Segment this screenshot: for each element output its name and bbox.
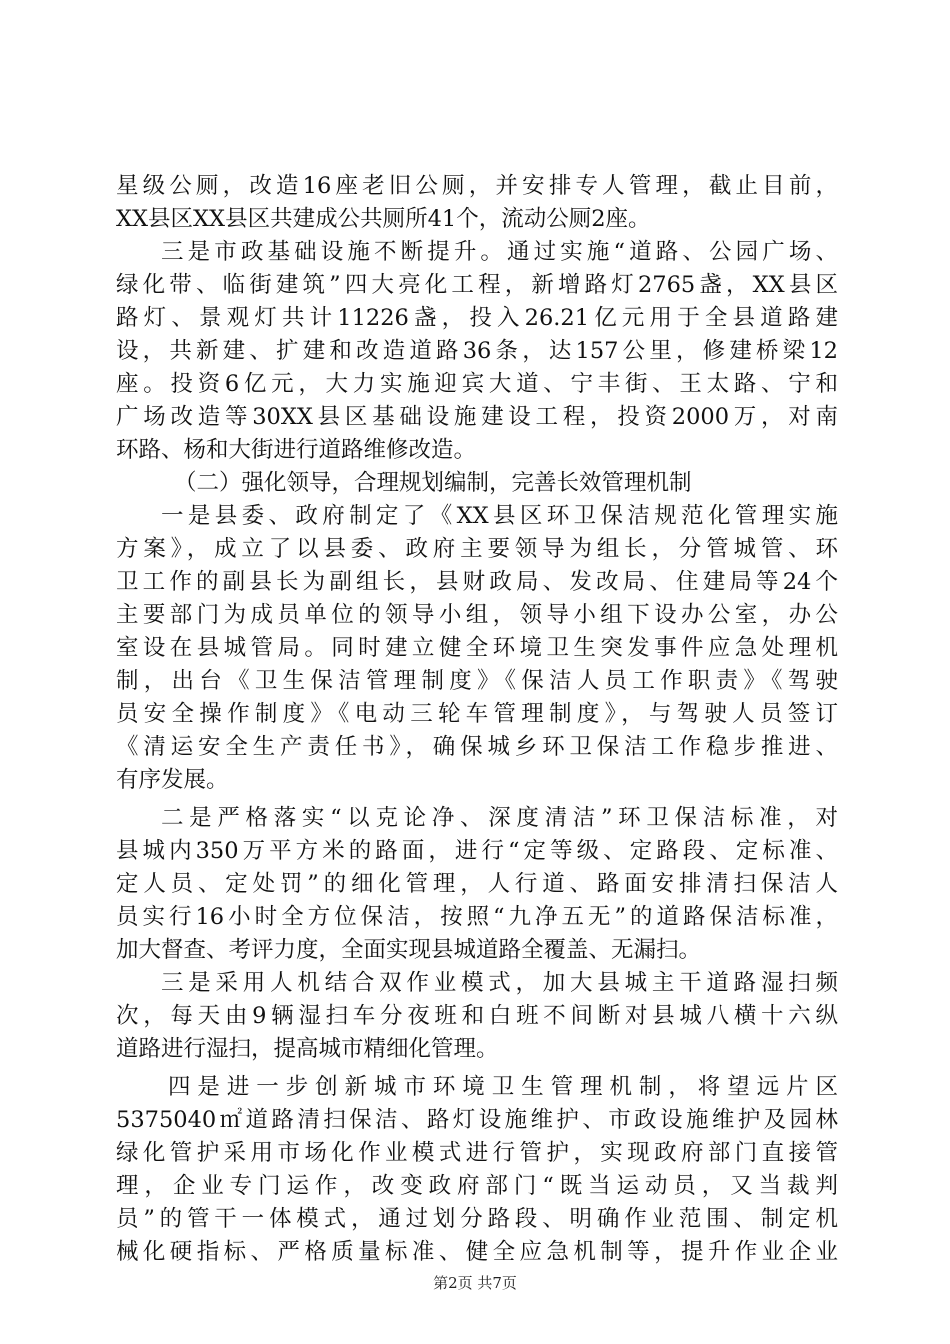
section-heading: （二）强化领导，合理规划编制，完善长效管理机制 (174, 470, 692, 496)
paragraph-line: 道路进行湿扫，提高城市精细化管理。 (116, 1036, 499, 1062)
paragraph-line: 室设在县城管局。同时建立健全环境卫生突发事件应急处理机 (116, 635, 838, 661)
document-body (116, 170, 838, 1269)
paragraph-line: 绿化管护采用市场化作业模式进行管护，实现政府部门直接管 (116, 1140, 838, 1166)
paragraph-line: XX县区XX县区共建成公共厕所41个，流动公厕2座。 (116, 206, 651, 232)
paragraph-line: 绿化带、临街建筑”四大亮化工程，新增路灯2765盏，XX县区 (116, 272, 838, 298)
paragraph-line: 方案》，成立了以县委、政府主要领导为组长，分管城管、环 (116, 536, 838, 562)
paragraph-line: 定人员、定处罚”的细化管理，人行道、路面安排清扫保洁人 (116, 871, 838, 897)
paragraph-line: 路灯、景观灯共计11226盏，投入26.21亿元用于全县道路建 (116, 305, 838, 331)
paragraph-line: 《清运安全生产责任书》，确保城乡环卫保洁工作稳步推进、 (116, 734, 838, 760)
paragraph-line: 加大督查、考评力度，全面实现县城道路全覆盖、无漏扫。 (116, 937, 702, 963)
paragraph-line: 主要部门为成员单位的领导小组，领导小组下设办公室，办公 (116, 602, 838, 628)
paragraph-line: 理，企业专门运作，改变政府部门“既当运动员，又当裁判 (116, 1173, 838, 1199)
paragraph-line: 员”的管干一体模式，通过划分路段、明确作业范围、制定机 (116, 1206, 838, 1232)
paragraph-line: 广场改造等30XX县区基础设施建设工程，投资2000万，对南 (116, 404, 838, 430)
paragraph-line: 三是市政基础设施不断提升。通过实施“道路、公园广场、 (161, 239, 838, 265)
paragraph-line: 设，共新建、扩建和改造道路36条，达157公里，修建桥梁12 (116, 338, 838, 364)
paragraph-line: 三是采用人机结合双作业模式，加大县城主干道路湿扫频 (161, 970, 838, 996)
paragraph-line: 5375040㎡道路清扫保洁、路灯设施维护、市政设施维护及园林 (116, 1107, 838, 1133)
paragraph-line: 械化硬指标、严格质量标准、健全应急机制等，提升作业企业 (116, 1239, 838, 1265)
paragraph-line: 四是进一步创新城市环境卫生管理机制，将望远片区 (168, 1074, 838, 1100)
paragraph-line: 员实行16小时全方位保洁，按照“九净五无”的道路保洁标准， (116, 904, 838, 930)
paragraph-line: 次，每天由9辆湿扫车分夜班和白班不间断对县城八横十六纵 (116, 1003, 838, 1029)
paragraph-line: 星级公厕，改造16座老旧公厕，并安排专人管理，截止目前， (116, 173, 838, 199)
page-number-footer: 第2页 共7页 (433, 1274, 517, 1292)
paragraph-line: 一是县委、政府制定了《XX县区环卫保洁规范化管理实施 (161, 503, 838, 529)
paragraph-line: 二是严格落实“以克论净、深度清洁”环卫保洁标准，对 (161, 805, 838, 831)
paragraph-line: 座。投资6亿元，大力实施迎宾大道、宁丰街、王太路、宁和 (116, 371, 838, 397)
paragraph-line: 有序发展。 (116, 767, 229, 793)
paragraph-line: 卫工作的副县长为副组长，县财政局、发改局、住建局等24个 (116, 569, 838, 595)
paragraph-line: 员安全操作制度》《电动三轮车管理制度》，与驾驶人员签订 (116, 701, 838, 727)
paragraph-line: 环路、杨和大街进行道路维修改造。 (116, 437, 477, 463)
paragraph-line: 制，出台《卫生保洁管理制度》《保洁人员工作职责》《驾驶 (116, 668, 838, 694)
paragraph-line: 县城内350万平方米的路面，进行“定等级、定路段、定标准、 (116, 838, 838, 864)
